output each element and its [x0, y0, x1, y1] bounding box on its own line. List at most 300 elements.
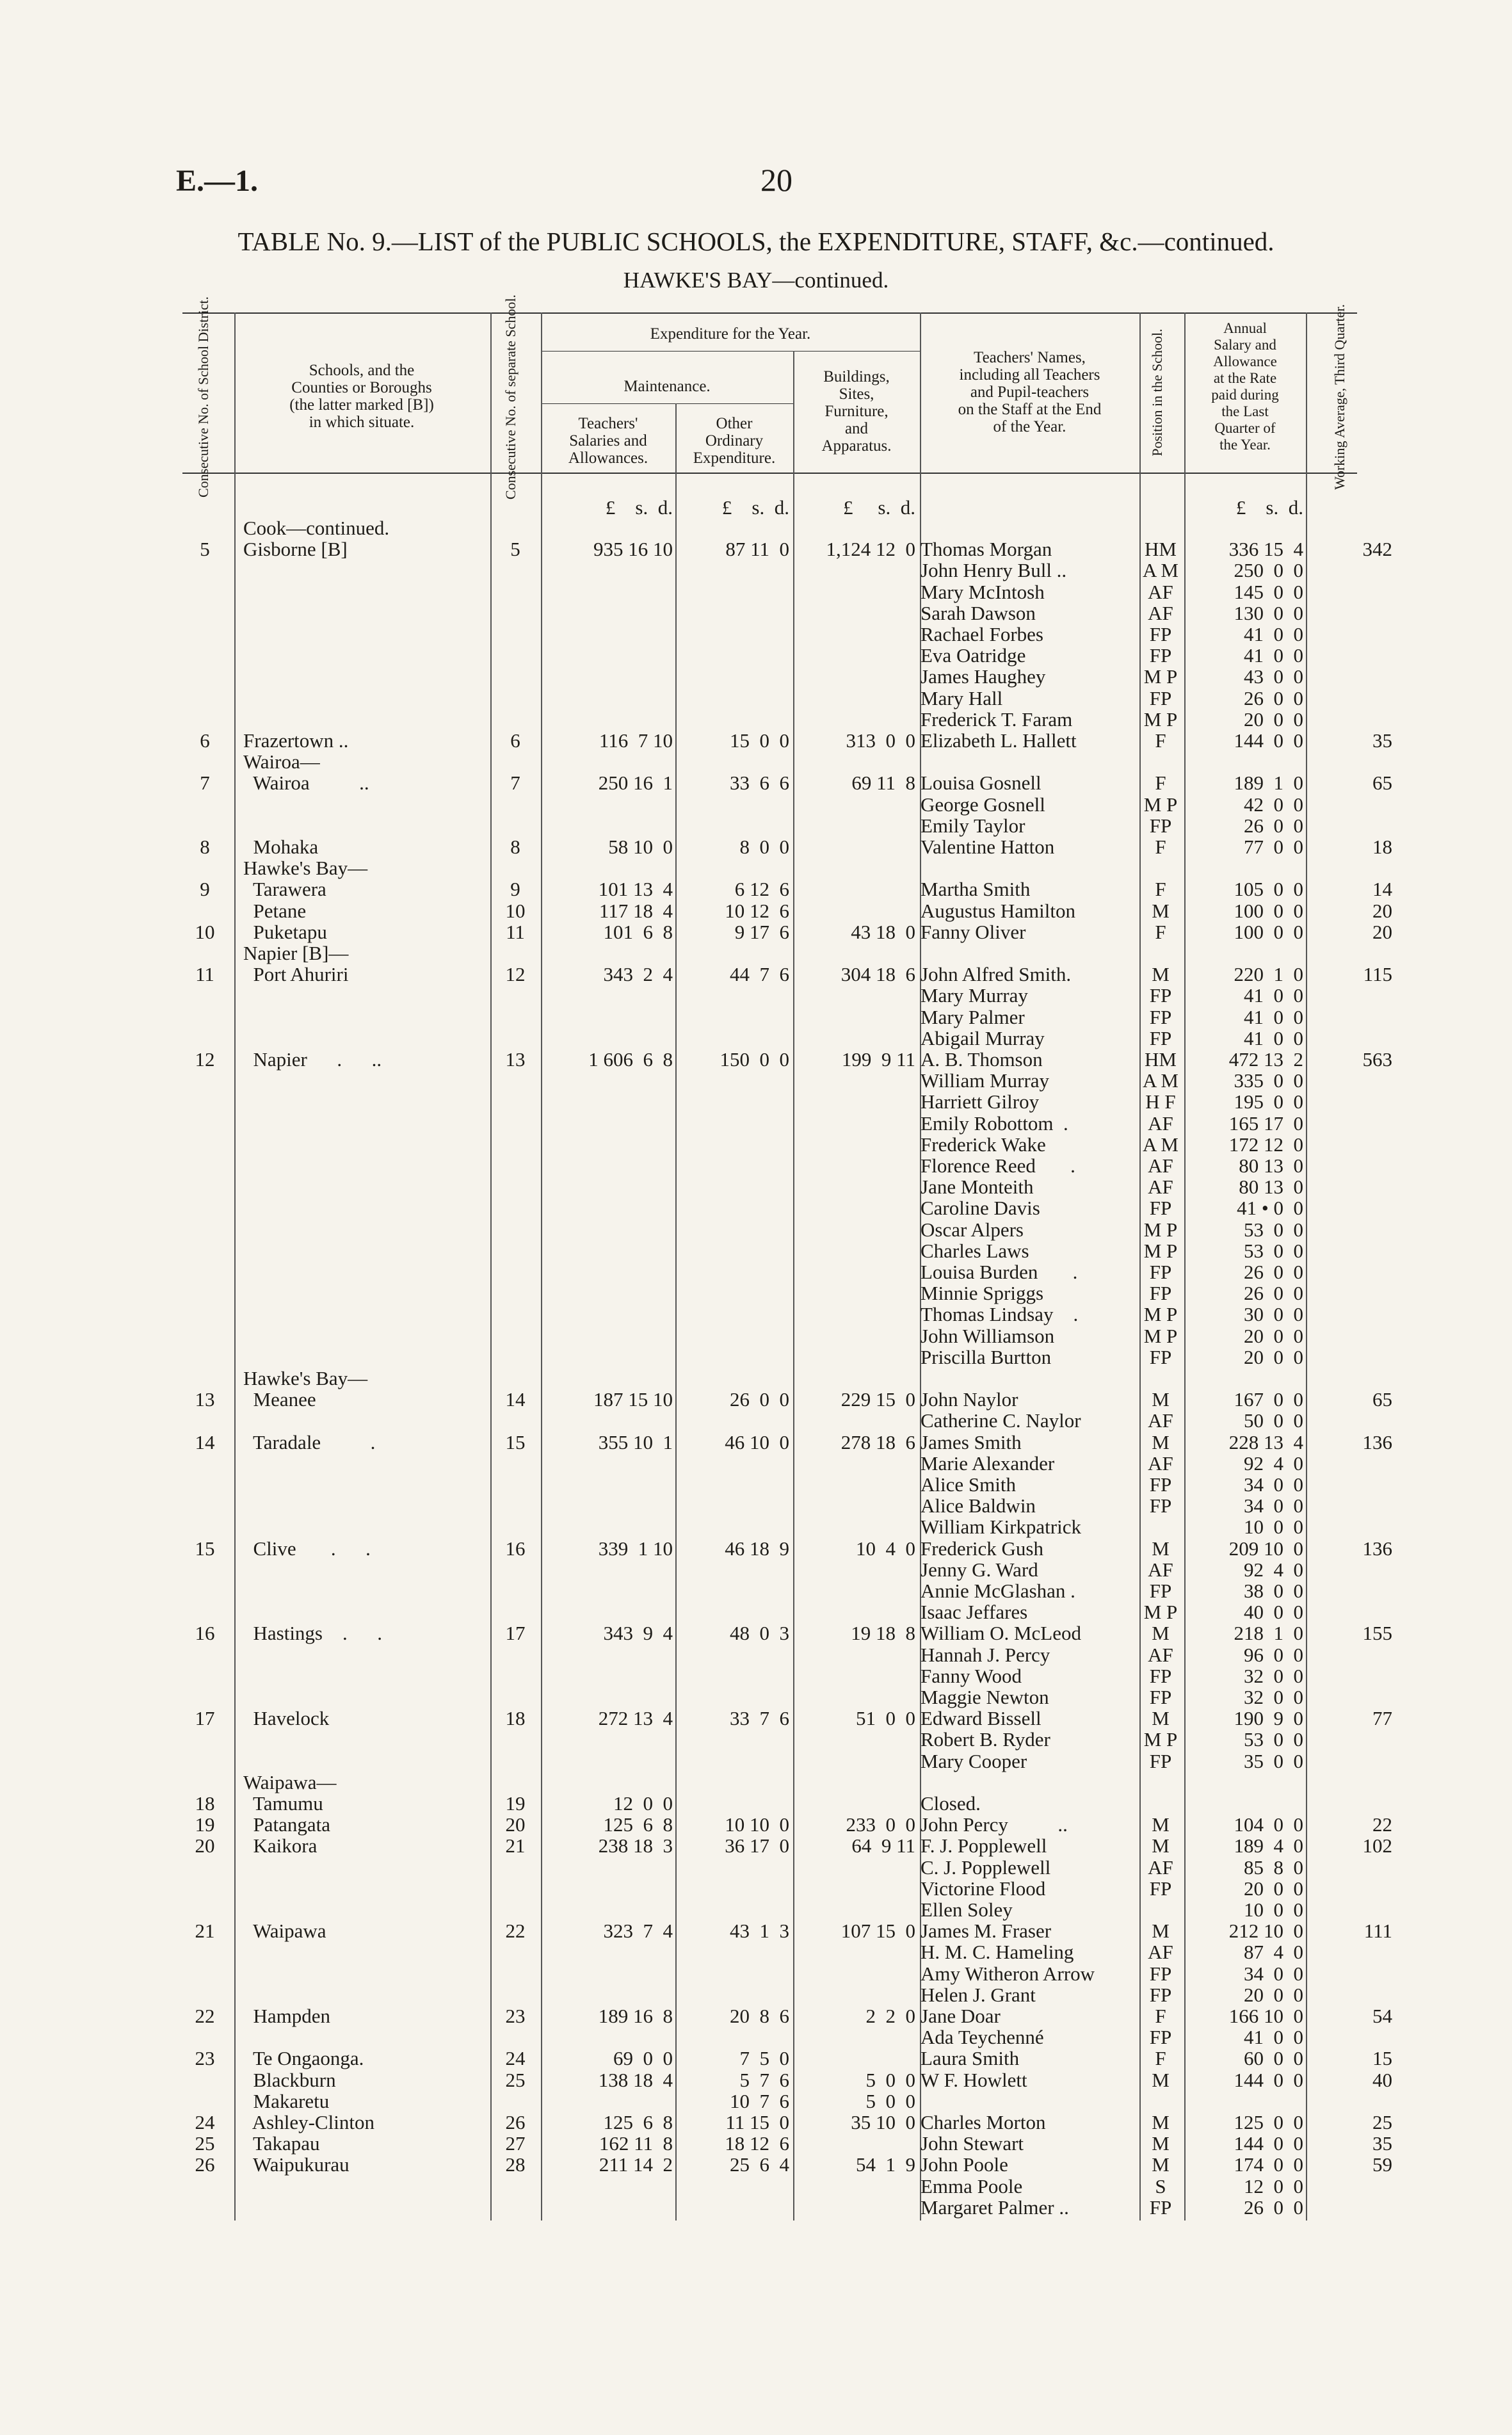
annual-salary: 32 0 0	[1244, 1686, 1303, 1708]
teachers-salaries: 343 9 4	[603, 1622, 673, 1645]
school-name: Meanee	[243, 1388, 316, 1411]
table-row	[0, 1091, 1512, 1112]
teacher-name: Annie McGlashan .	[921, 1580, 1075, 1602]
teacher-position: M P	[1143, 708, 1178, 731]
header-buildings: Buildings, Sites, Furniture, and Apparatus.	[821, 368, 892, 455]
annual-salary: 53 0 0	[1244, 1728, 1303, 1751]
teacher-position: F	[1155, 2047, 1166, 2070]
working-average: 25	[1372, 2111, 1392, 2133]
buildings-expenditure: 1,124 12 0	[826, 538, 915, 561]
teacher-position: A M	[1143, 559, 1178, 582]
other-expenditure: 9 17 6	[734, 920, 789, 943]
separate-school-no: 6	[510, 729, 520, 752]
teacher-name: Ada Teychenné	[921, 2026, 1044, 2049]
teachers-salaries: 1 606 6 8	[588, 1048, 673, 1071]
district-no: 21	[195, 1920, 215, 1943]
teacher-position: FP	[1149, 984, 1172, 1007]
annual-salary: 32 0 0	[1244, 1664, 1303, 1687]
annual-salary: 26 0 0	[1244, 1261, 1303, 1283]
teacher-name: John Alfred Smith.	[921, 963, 1072, 986]
separate-school-no: 5	[510, 538, 520, 561]
table-row	[0, 1325, 1512, 1347]
table-row	[0, 730, 1512, 751]
other-expenditure: 44 7 6	[730, 963, 789, 986]
teacher-position: S	[1155, 2174, 1166, 2197]
table-row	[0, 1793, 1512, 1814]
annual-salary: 41 0 0	[1244, 984, 1303, 1007]
table-row	[0, 2026, 1512, 2048]
teacher-name: W F. Howlett	[921, 2068, 1027, 2091]
teachers-salaries: 272 13 4	[598, 1707, 673, 1730]
teacher-name: Emily Robottom .	[921, 1112, 1068, 1135]
school-name: Ashley-Clinton	[243, 2111, 374, 2133]
working-average: 20	[1372, 899, 1392, 922]
teacher-name: William Murray	[921, 1069, 1050, 1092]
annual-salary: 12 0 0	[1244, 2174, 1303, 2197]
teacher-name: Amy Witheron Arrow	[921, 1962, 1095, 1985]
teacher-name: A. B. Thomson	[921, 1048, 1043, 1071]
teacher-name: Fanny Wood	[921, 1664, 1022, 1687]
annual-salary: 53 0 0	[1244, 1239, 1303, 1262]
table-row	[0, 1155, 1512, 1176]
teacher-name: Helen J. Grant	[921, 1983, 1036, 2006]
annual-salary: 218 1 0	[1234, 1622, 1303, 1645]
annual-salary: 50 0 0	[1244, 1409, 1303, 1432]
teacher-name: John Stewart	[921, 2132, 1024, 2155]
table-row	[0, 900, 1512, 921]
table-row	[0, 2048, 1512, 2069]
table-row	[0, 688, 1512, 709]
buildings-expenditure: 313 0 0	[846, 729, 915, 752]
table-row	[0, 1219, 1512, 1240]
teacher-name: Fanny Oliver	[921, 920, 1026, 943]
teacher-name: Jane Monteith	[921, 1176, 1034, 1199]
teacher-name: Robert B. Ryder	[921, 1728, 1050, 1751]
teacher-name: Martha Smith	[921, 878, 1031, 901]
district-no: 20	[195, 1834, 215, 1857]
teacher-name: William Kirkpatrick	[921, 1516, 1081, 1539]
working-average: 65	[1372, 1388, 1392, 1411]
annual-salary: 104 0 0	[1234, 1813, 1303, 1836]
teacher-position: FP	[1149, 1197, 1172, 1220]
district-no: 17	[195, 1707, 215, 1730]
teacher-name: Edward Bissell	[921, 1707, 1042, 1730]
table-row	[0, 1432, 1512, 1453]
working-average: 20	[1372, 920, 1392, 943]
separate-school-no: 16	[505, 1537, 526, 1560]
table-row	[0, 772, 1512, 793]
table-title: TABLE No. 9.—LIST of the PUBLIC SCHOOLS, the EXPENDITURE, STAFF, &c.—continued.	[237, 227, 1275, 256]
table-row	[0, 1028, 1512, 1049]
teacher-position: M	[1152, 2111, 1170, 2133]
teacher-name: Abigail Murray	[921, 1026, 1045, 1049]
working-average: 65	[1372, 772, 1392, 795]
teacher-name: Thomas Morgan	[921, 538, 1052, 561]
annual-salary: 34 0 0	[1244, 1962, 1303, 1985]
table-row	[0, 794, 1512, 815]
header-teachers-salaries: Teachers' Salaries and Allowances.	[568, 415, 648, 467]
annual-salary: 144 0 0	[1234, 2068, 1303, 2091]
teacher-position: FP	[1149, 1494, 1172, 1517]
annual-salary: 35 0 0	[1244, 1749, 1303, 1772]
table-row	[0, 1941, 1512, 1962]
table-row	[0, 666, 1512, 687]
teachers-salaries: 69 0 0	[613, 2047, 673, 2070]
teachers-salaries: 250 16 1	[598, 772, 673, 795]
teachers-salaries: 117 18 4	[599, 899, 673, 922]
table-row	[0, 1601, 1512, 1622]
buildings-expenditure: 229 15 0	[840, 1388, 915, 1411]
teacher-name: Margaret Palmer ..	[921, 2196, 1069, 2219]
table-row	[0, 1410, 1512, 1431]
annual-salary: 40 0 0	[1244, 1601, 1303, 1624]
teachers-salaries: 116 7 10	[599, 729, 673, 752]
teacher-name: George Gosnell	[921, 793, 1045, 816]
teacher-name: Catherine C. Naylor	[921, 1409, 1081, 1432]
teacher-position: M	[1152, 2068, 1170, 2091]
annual-salary: 20 0 0	[1244, 708, 1303, 731]
teacher-position: AF	[1148, 1154, 1173, 1177]
district-no: 14	[195, 1430, 215, 1453]
table-row	[0, 1984, 1512, 2005]
buildings-expenditure: 107 15 0	[840, 1920, 915, 1943]
school-name: Clive . .	[243, 1537, 371, 1560]
table-row	[0, 560, 1512, 581]
annual-salary: 212 10 0	[1228, 1920, 1303, 1943]
table-row	[0, 1622, 1512, 1644]
teacher-name: James M. Fraser	[921, 1920, 1052, 1943]
teacher-position: M	[1152, 1388, 1170, 1411]
teacher-position: M	[1152, 899, 1170, 922]
school-name: Cook—continued.	[243, 517, 390, 539]
table-row	[0, 1176, 1512, 1197]
district-no: 13	[195, 1388, 215, 1411]
table-row	[0, 1453, 1512, 1474]
teacher-position: F	[1155, 772, 1166, 795]
annual-salary: 96 0 0	[1244, 1643, 1303, 1666]
working-average: 115	[1363, 963, 1392, 986]
teacher-name: Mary Palmer	[921, 1005, 1025, 1028]
teacher-position: AF	[1148, 1558, 1173, 1581]
working-average: 77	[1372, 1707, 1392, 1730]
table-row	[0, 964, 1512, 985]
school-name: Mohaka	[243, 836, 319, 858]
separate-school-no: 23	[505, 2005, 526, 2027]
teacher-name: Harriett Gilroy	[921, 1090, 1040, 1113]
other-expenditure: 5 7 6	[739, 2068, 789, 2091]
school-name: Waipawa—	[243, 1770, 337, 1793]
school-name: Waipukurau	[243, 2153, 350, 2176]
annual-salary: 38 0 0	[1244, 1580, 1303, 1602]
teacher-name: John Williamson	[921, 1324, 1055, 1347]
working-average: 102	[1362, 1834, 1392, 1857]
teacher-position: M	[1152, 1813, 1170, 1836]
teacher-position: M	[1152, 2132, 1170, 2155]
annual-salary: 60 0 0	[1244, 2047, 1303, 2070]
teacher-position: FP	[1149, 1261, 1172, 1283]
annual-salary: 166 10 0	[1228, 2005, 1303, 2027]
working-average: 35	[1372, 2132, 1392, 2155]
teachers-salaries: 935 16 10	[593, 538, 673, 561]
table-row	[0, 1963, 1512, 1984]
other-expenditure: 48 0 3	[730, 1622, 789, 1645]
working-average: 136	[1362, 1537, 1392, 1560]
header-annual-salary: Annual Salary and Allowance at the Rate paid during the Last Quarter of the Year.	[1211, 320, 1279, 453]
teacher-position: FP	[1149, 1005, 1172, 1028]
working-average: 14	[1372, 878, 1392, 901]
teacher-position: AF	[1148, 1176, 1173, 1199]
header-teachers-names: Teachers' Names, including all Teachers and Pupil-teachers on the Staff at the End of the Year.	[958, 349, 1102, 435]
working-average: 155	[1362, 1622, 1392, 1645]
separate-school-no: 14	[505, 1388, 526, 1411]
teacher-position: M	[1152, 1920, 1170, 1943]
table-row	[0, 2005, 1512, 2026]
teacher-position: M	[1152, 1707, 1170, 1730]
table-row	[0, 1665, 1512, 1687]
school-name: Taradale .	[243, 1430, 376, 1453]
school-name: Puketapu	[243, 920, 327, 943]
district-no: 11	[195, 963, 214, 986]
buildings-expenditure: 233 0 0	[846, 1813, 915, 1836]
teacher-name: Priscilla Burtton	[921, 1345, 1052, 1368]
teachers-salaries: 339 1 10	[598, 1537, 673, 1560]
separate-school-no: 21	[505, 1834, 526, 1857]
buildings-expenditure: 304 18 6	[840, 963, 915, 986]
district-no: 22	[195, 2005, 215, 2027]
school-name: Napier [B]—	[243, 942, 349, 964]
school-name: Te Ongaonga.	[243, 2047, 364, 2070]
other-expenditure: 15 0 0	[730, 729, 789, 752]
table-row	[0, 1261, 1512, 1282]
table-row	[0, 709, 1512, 730]
table-subtitle: HAWKE'S BAY—continued.	[623, 268, 889, 293]
school-name: Wairoa ..	[243, 772, 369, 795]
teacher-name: Ellen Soley	[921, 1898, 1013, 1921]
school-name: Hastings . .	[243, 1622, 382, 1645]
teacher-name: Mary Hall	[921, 686, 1003, 709]
teacher-name: Charles Laws	[921, 1239, 1029, 1262]
unit-other: £ s. d.	[721, 496, 789, 519]
annual-salary: 195 0 0	[1234, 1090, 1303, 1113]
header-position: Position in the School.	[1149, 328, 1165, 457]
school-name: Havelock	[243, 1707, 330, 1730]
school-name: Hampden	[243, 2005, 331, 2027]
table-row	[0, 581, 1512, 603]
buildings-expenditure: 5 0 0	[865, 2068, 915, 2091]
annual-salary: 167 0 0	[1234, 1388, 1303, 1411]
district-no: 23	[195, 2047, 215, 2070]
annual-salary: 250 0 0	[1234, 559, 1303, 582]
teacher-position: FP	[1149, 623, 1172, 645]
annual-salary: 335 0 0	[1234, 1069, 1303, 1092]
teacher-name: Mary Murray	[921, 984, 1028, 1007]
school-name: Blackburn	[243, 2068, 336, 2091]
annual-salary: 41 • 0 0	[1237, 1197, 1303, 1220]
buildings-expenditure: 64 9 11	[851, 1834, 915, 1857]
annual-salary: 100 0 0	[1234, 899, 1303, 922]
teacher-position: FP	[1149, 644, 1172, 667]
teachers-salaries: 101 13 4	[598, 878, 673, 901]
table-row	[0, 1495, 1512, 1516]
annual-salary: 165 17 0	[1228, 1112, 1303, 1135]
teacher-position: HM	[1145, 1048, 1177, 1071]
annual-salary: 41 0 0	[1244, 644, 1303, 667]
working-average: 59	[1372, 2153, 1392, 2176]
table-row	[0, 2197, 1512, 2218]
teacher-position: FP	[1149, 1686, 1172, 1708]
teacher-position: HM	[1145, 538, 1177, 561]
school-name: Patangata	[243, 1813, 331, 1836]
teacher-position: F	[1155, 2005, 1166, 2027]
working-average: 18	[1372, 836, 1392, 858]
teacher-name: James Haughey	[921, 665, 1046, 688]
other-expenditure: 33 7 6	[730, 1707, 789, 1730]
other-expenditure: 36 17 0	[725, 1834, 789, 1857]
teacher-name: Oscar Alpers	[921, 1218, 1024, 1241]
header-other-ordinary: Other Ordinary Expenditure.	[693, 415, 776, 467]
annual-salary: 20 0 0	[1244, 1324, 1303, 1347]
table-row	[0, 1240, 1512, 1261]
teacher-position: FP	[1149, 1473, 1172, 1496]
unit-salaries: £ s. d.	[605, 496, 673, 519]
buildings-expenditure: 19 18 8	[851, 1622, 915, 1645]
annual-salary: 20 0 0	[1244, 1877, 1303, 1900]
annual-salary: 20 0 0	[1244, 1983, 1303, 2006]
annual-salary: 130 0 0	[1234, 601, 1303, 624]
annual-salary: 144 0 0	[1234, 2132, 1303, 2155]
teacher-position: AF	[1148, 1941, 1173, 1964]
school-name: Napier . ..	[243, 1048, 382, 1071]
district-no: 5	[200, 538, 210, 561]
annual-salary: 41 0 0	[1244, 2026, 1303, 2049]
teacher-position: FP	[1149, 1282, 1172, 1305]
other-expenditure: 150 0 0	[720, 1048, 789, 1071]
teacher-name: Elizabeth L. Hallett	[921, 729, 1077, 752]
teachers-salaries: 189 16 8	[598, 2005, 673, 2027]
table-row	[0, 603, 1512, 624]
teacher-name: James Smith	[921, 1430, 1022, 1453]
other-expenditure: 46 10 0	[725, 1430, 789, 1453]
table-row	[0, 1282, 1512, 1304]
teacher-position: AF	[1148, 1409, 1173, 1432]
teacher-position: M P	[1143, 665, 1178, 688]
table-row	[0, 1538, 1512, 1559]
separate-school-no: 13	[505, 1048, 526, 1071]
annual-salary: 30 0 0	[1244, 1303, 1303, 1326]
teacher-name: Rachael Forbes	[921, 623, 1043, 645]
annual-salary: 41 0 0	[1244, 1026, 1303, 1049]
annual-salary: 336 15 4	[1228, 538, 1303, 561]
other-expenditure: 26 0 0	[730, 1388, 789, 1411]
buildings-expenditure: 43 18 0	[851, 920, 915, 943]
teacher-position: M	[1152, 1430, 1170, 1453]
table-row	[0, 857, 1512, 878]
teacher-name: John Naylor	[921, 1388, 1018, 1411]
table-row	[0, 921, 1512, 942]
working-average: 136	[1362, 1430, 1392, 1453]
teachers-salaries: 101 6 8	[603, 920, 673, 943]
teacher-name: Alice Smith	[921, 1473, 1016, 1496]
other-expenditure: 46 18 9	[725, 1537, 789, 1560]
table-row	[0, 1644, 1512, 1665]
table-row	[0, 1772, 1512, 1793]
annual-salary: 100 0 0	[1234, 920, 1303, 943]
table-row	[0, 1835, 1512, 1856]
teachers-salaries: 12 0 0	[613, 1792, 673, 1815]
teacher-position: M P	[1143, 1324, 1178, 1347]
header-maintenance: Maintenance.	[623, 378, 711, 395]
teacher-name: C. J. Popplewell	[921, 1856, 1051, 1879]
table-row	[0, 1113, 1512, 1134]
teacher-position: M P	[1143, 1601, 1178, 1624]
teacher-name: Frederick Gush	[921, 1537, 1043, 1560]
annual-salary: 20 0 0	[1244, 1345, 1303, 1368]
separate-school-no: 28	[505, 2153, 526, 2176]
annual-salary: 34 0 0	[1244, 1494, 1303, 1517]
table-row	[0, 1708, 1512, 1729]
separate-school-no: 15	[505, 1430, 526, 1453]
table-row	[0, 1878, 1512, 1899]
separate-school-no: 25	[505, 2068, 526, 2091]
district-no: 8	[200, 836, 210, 858]
teacher-position: FP	[1149, 1749, 1172, 1772]
table-row	[0, 1920, 1512, 1941]
teacher-name: Isaac Jeffares	[921, 1601, 1028, 1624]
header-working-average: Working Average, Third Quarter.	[1331, 303, 1347, 490]
annual-salary: 80 13 0	[1239, 1176, 1303, 1199]
table-row	[0, 1857, 1512, 1878]
header-consecutive-district: Consecutive No. of School District.	[195, 296, 211, 498]
annual-salary: 174 0 0	[1234, 2153, 1303, 2176]
table-row	[0, 538, 1512, 560]
teacher-position: FP	[1149, 1983, 1172, 2006]
teacher-name: Frederick T. Faram	[921, 708, 1073, 731]
buildings-expenditure: 10 4 0	[856, 1537, 915, 1560]
teacher-name: John Henry Bull ..	[921, 559, 1067, 582]
teacher-position: F	[1155, 878, 1166, 901]
separate-school-no: 8	[510, 836, 520, 858]
other-expenditure: 33 6 6	[730, 772, 789, 795]
working-average: 22	[1372, 1813, 1392, 1836]
other-expenditure: 18 12 6	[725, 2132, 789, 2155]
separate-school-no: 22	[505, 1920, 526, 1943]
teacher-position: M	[1152, 1834, 1170, 1857]
teacher-name: Eva Oatridge	[921, 644, 1026, 667]
teacher-position: AF	[1148, 1112, 1173, 1135]
teacher-position: FP	[1149, 686, 1172, 709]
district-no: 24	[195, 2111, 215, 2133]
teachers-salaries: 343 2 4	[603, 963, 673, 986]
teacher-name: Marie Alexander	[921, 1452, 1055, 1475]
unit-annual: £ s. d.	[1235, 496, 1303, 519]
table-row	[0, 2091, 1512, 2112]
teacher-position: AF	[1148, 1643, 1173, 1666]
table-row	[0, 1899, 1512, 1920]
school-name: Petane	[243, 899, 307, 922]
buildings-expenditure: 35 10 0	[851, 2111, 915, 2133]
teacher-name: Closed.	[921, 1792, 981, 1815]
teachers-salaries: 162 11 8	[599, 2132, 673, 2155]
annual-salary: 53 0 0	[1244, 1218, 1303, 1241]
annual-salary: 190 9 0	[1234, 1707, 1303, 1730]
teacher-position: F	[1155, 836, 1166, 858]
teacher-name: William O. McLeod	[921, 1622, 1081, 1645]
table-row	[0, 942, 1512, 964]
buildings-expenditure: 5 0 0	[865, 2089, 915, 2112]
table-row	[0, 2133, 1512, 2154]
table-row	[0, 2112, 1512, 2133]
teacher-position: M P	[1143, 1728, 1178, 1751]
